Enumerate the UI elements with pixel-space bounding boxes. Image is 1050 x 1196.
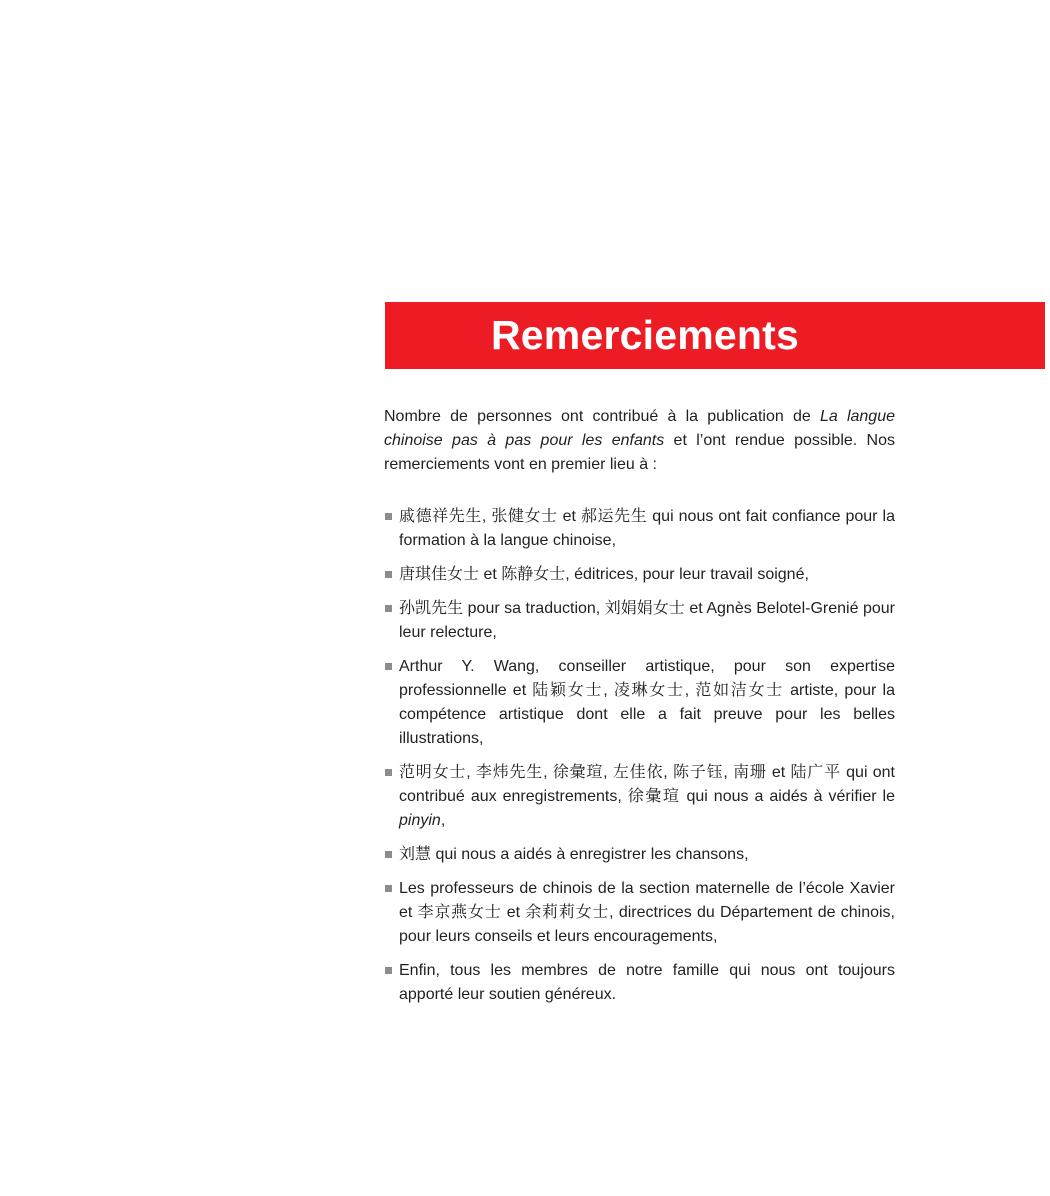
square-bullet-icon: [385, 513, 392, 520]
list-item: [384, 563, 895, 587]
list-item-text: 孙凯先生 pour sa traduction, 刘娟娟女士 et Agnès Belotel-Grenié pour leur relecture,: [399, 600, 895, 641]
list-item-text: 戚德祥先生, 张健女士 et 郝运先生 qui nous ont fait confiance pour la formation à la langue chinoise,: [399, 508, 895, 549]
list-item-text: Les professeurs de chinois de la section maternelle de l’école Xavier et 李京燕女士 et 余莉莉女士, directrices du Département de chinois, pour leurs conseils et leurs encouragements,: [399, 880, 895, 945]
intro-text-start: Nombre de personnes ont contribué à la publication de: [384, 408, 820, 425]
square-bullet-icon: [385, 967, 392, 974]
list-item-text: Arthur Y. Wang, conseiller artistique, pour son expertise professionnelle et 陆颖女士, 凌琳女士, 范如洁女士 artiste, pour la compétence artistique dont elle a fait preuve pour les belles illustrations,: [399, 658, 895, 747]
book-title: La langue chinoise pas à pas pour les enfants: [384, 408, 895, 449]
list-item: [384, 877, 895, 949]
square-bullet-icon: [385, 663, 392, 670]
list-item: [384, 597, 895, 645]
square-bullet-icon: [385, 571, 392, 578]
list-item: [384, 843, 895, 867]
list-item-text-end: ,: [440, 812, 446, 829]
square-bullet-icon: [385, 605, 392, 612]
pinyin-term: pinyin: [399, 812, 441, 829]
title-banner: [385, 302, 1045, 369]
square-bullet-icon: [385, 769, 392, 776]
list-item: [384, 505, 895, 553]
intro-paragraph: [384, 405, 895, 477]
list-item-text: 唐琪佳女士 et 陈静女士, éditrices, pour leur travail soigné,: [399, 566, 809, 583]
list-item: [384, 959, 895, 1007]
square-bullet-icon: [385, 851, 392, 858]
acknowledgements-body: [384, 405, 895, 1017]
list-item-text: 刘慧 qui nous a aidés à enregistrer les chansons,: [399, 846, 749, 863]
square-bullet-icon: [385, 885, 392, 892]
list-item-text: 范明女士, 李炜先生, 徐彙瑄, 左佳依, 陈子钰, 南珊 et 陆广平 qui ont contribué aux enregistrements, 徐彙瑄 qui nous a aidés à vérifier le: [399, 764, 895, 805]
page-title: Remerciements: [491, 312, 799, 358]
list-item: [384, 655, 895, 751]
list-item: [384, 761, 895, 833]
intro-text-end: et l’ont rendue possible. Nos remerciements vont en premier lieu à :: [384, 432, 896, 473]
list-item-text: Enfin, tous les membres de notre famille qui nous ont toujours apporté leur soutien généreux.: [399, 962, 895, 1003]
acknowledgements-list: [384, 505, 895, 1007]
